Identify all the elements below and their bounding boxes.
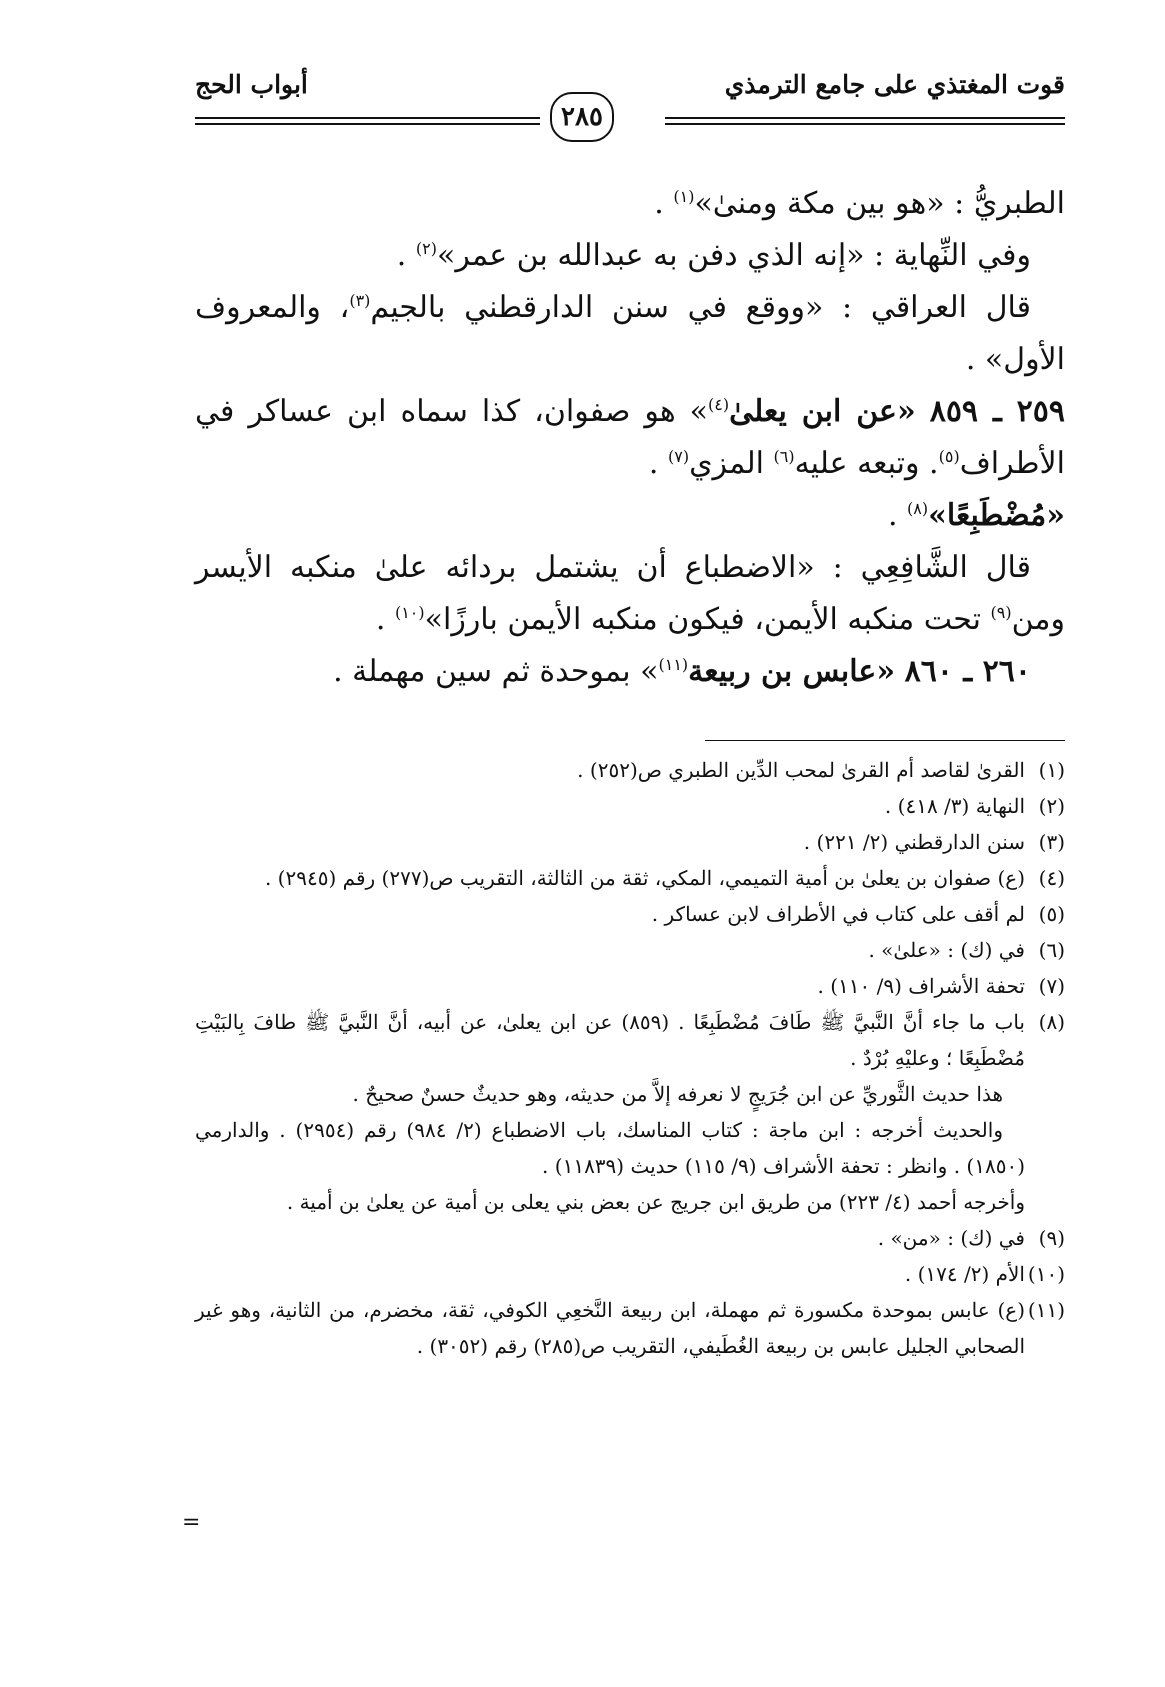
header-rule bbox=[195, 117, 540, 119]
footnote-divider bbox=[705, 740, 1065, 741]
header-rule bbox=[195, 123, 540, 125]
footnote: (٣) سنن الدارقطني (٢/ ٢٢١) . bbox=[803, 830, 1065, 854]
footnote-ref: (١١) bbox=[658, 655, 689, 674]
footnote: (٥) لم أقف على كتاب في الأطراف لابن عساكر . bbox=[651, 902, 1065, 926]
chapter-title: أبواب الحج bbox=[195, 70, 308, 99]
footnote-continuation: وأخرجه أحمد (٤/ ٢٢٣) من طريق ابن جريج عن بعض بني يعلى بن أمية عن يعلىٰ بن أمية . bbox=[286, 1190, 1025, 1214]
footnote-ref: (٥) bbox=[938, 447, 960, 466]
footnote-ref: (٧) bbox=[667, 447, 690, 466]
footnote-ref: (٣) bbox=[349, 291, 371, 310]
header-rule bbox=[665, 117, 1065, 119]
entry-number: ٢٥٩ ـ ٨٥٩ bbox=[929, 394, 1065, 429]
paragraph: قال العراقي : «ووقع في سنن الدارقطني بالجيم$^{(٣)}$، والمعروف الأول» . bbox=[195, 290, 1065, 377]
page-number: ٢٨٥ bbox=[550, 92, 614, 142]
footnote: (٧) تحفة الأشراف (٩/ ١١٠) . bbox=[817, 974, 1065, 998]
term-heading: «مُضْطَبِعًا» bbox=[928, 498, 1065, 533]
footnote-continuation: والحديث أخرجه : ابن ماجة : كتاب المناسك، باب الاضطباع (٢/ ٩٨٤) رقم (٢٩٥٤) . والدارمي (١٨٥٠) . وانظر : تحفة الأشراف (٩/ ١١٥) حديث (١١٨٣٩) . bbox=[195, 1118, 1025, 1178]
footnote-ref: (٩) bbox=[990, 603, 1012, 622]
footnote-ref: (٤) bbox=[708, 395, 730, 414]
footnote: (٨) باب ما جاء أنَّ النَّبيَّ ﷺ طَافَ مُضْطَبِعًا . (٨٥٩) عن ابن يعلىٰ، عن أبيه، أنَّ النَّبيَّ ﷺ طافَ بِالبَيْتِ مُضْطَبِعًا ؛ وعليْهِ بُرْدٌ . bbox=[195, 1010, 1065, 1070]
continuation-mark: = bbox=[182, 1510, 201, 1535]
entry-260: ٢٦٠ ـ ٨٦٠ «عابس بن ربيعة$^{(١١)}$» بموحدة ثم سين مهملة . bbox=[333, 654, 1031, 689]
book-title: قوت المغتذي على جامع الترمذي bbox=[724, 70, 1065, 99]
footnotes bbox=[195, 752, 1065, 1364]
entry-heading: «عن ابن يعلىٰ bbox=[729, 394, 916, 429]
footnote: (٢) النهاية (٣/ ٤١٨) . bbox=[884, 794, 1065, 818]
footnote-continuation: هذا حديث الثَّوريِّ عن ابن جُرَيجٍ لا نعرفه إلاَّ من حديثه، وهو حديثٌ حسنٌ صحيحٌ . bbox=[352, 1082, 1003, 1106]
footnote: (١) القرىٰ لقاصد أم القرىٰ لمحب الدِّين الطبري ص(٢٥٢) . bbox=[577, 758, 1065, 782]
entry-number: ٢٦٠ ـ ٨٦٠ bbox=[904, 654, 1031, 689]
footnote-ref: (١) bbox=[673, 187, 695, 206]
main-text bbox=[195, 178, 1065, 698]
footnote: (١٠) الأم (٢/ ١٧٤) . bbox=[904, 1262, 1065, 1286]
footnote-ref: (٨) bbox=[907, 499, 929, 518]
footnote: (٩) في (ك) : «من» . bbox=[877, 1226, 1065, 1250]
entry-259: ٢٥٩ ـ ٨٥٩ «عن ابن يعلىٰ$^{(٤)}$» هو صفوان، كذا سماه ابن عساكر في الأطراف$^{(٥)}$. وتبعه عليه$^{(٦)}$ المزي$^{(٧)}$ . bbox=[195, 394, 1065, 481]
footnote: (٤) (ع) صفوان بن يعلىٰ بن أمية التميمي، المكي، ثقة من الثالثة، التقريب ص(٢٧٧) رقم (٢٩٤٥) . bbox=[264, 866, 1065, 890]
paragraph: وفي النِّهاية : «إنه الذي دفن به عبدالله بن عمر»$^{(٢)}$ . bbox=[396, 238, 1031, 273]
paragraph: قال الشَّافِعِي : «الاضطباع أن يشتمل بردائه علىٰ منكبه الأيسر ومن$^{(٩)}$ تحت منكبه الأيمن، فيكون منكبه الأيمن بارزًا»$^{(١٠)}$ . bbox=[195, 550, 1065, 637]
footnote-ref: (١٠) bbox=[394, 603, 425, 622]
entry-heading: «عابس بن ربيعة bbox=[688, 654, 896, 689]
header-rule bbox=[665, 123, 1065, 125]
page-header bbox=[195, 70, 1065, 140]
paragraph: الطبريُّ : «هو بين مكة ومنىٰ»$^{(١)}$ . bbox=[654, 186, 1065, 221]
footnote-ref: (٦) bbox=[773, 447, 795, 466]
footnote: (٦) في (ك) : «علىٰ» . bbox=[868, 938, 1065, 962]
footnote-ref: (٢) bbox=[415, 239, 437, 258]
paragraph: «مُضْطَبِعًا»$^{(٨)}$ . bbox=[887, 498, 1065, 533]
footnote: (١١) (ع) عابس بموحدة مكسورة ثم مهملة، ابن ربيعة النَّخعِي الكوفي، ثقة، مخضرم، من الثانية، وهو غير الصحابي الجليل عابس بن ربيعة الغُطَيفي، التقريب ص(٢٨٥) رقم (٣٠٥٢) . bbox=[195, 1298, 1065, 1358]
